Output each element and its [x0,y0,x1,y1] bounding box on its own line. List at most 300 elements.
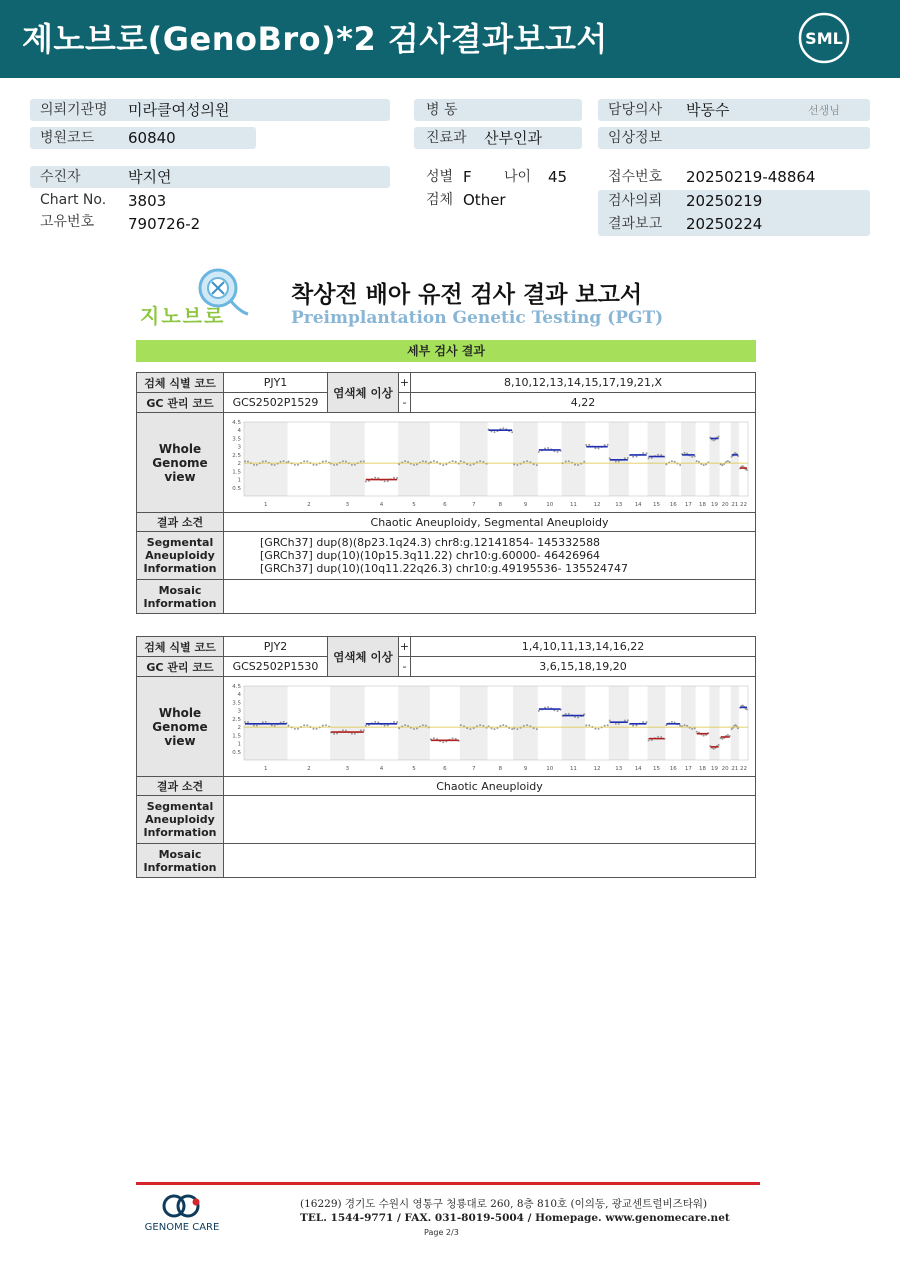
copy-number-point [648,739,650,741]
page-number: Page 2/3 [424,1228,459,1237]
copy-number-point [636,724,638,726]
copy-number-point [691,728,693,730]
copy-number-point [256,724,258,726]
copy-number-point [604,724,606,726]
x-tick-label: 13 [615,765,623,772]
copy-number-point [360,729,362,731]
copy-number-point [718,743,720,745]
copy-number-point [618,460,620,462]
copy-number-point [422,460,424,462]
copy-number-point [262,460,264,462]
specimen-code-value: PJY2 [224,637,328,657]
copy-number-point [294,463,296,465]
copy-number-point [493,728,495,730]
footer-divider [136,1182,760,1185]
y-tick-label: 1.5 [232,732,241,739]
pgt-title-korean: 착상전 배아 유전 검사 결과 보고서 [291,282,643,308]
copy-number-point [607,443,609,445]
copy-number-point [436,461,438,463]
copy-number-point [387,724,389,726]
table-row [137,677,756,777]
whole-genome-chart-1 [226,416,754,510]
whole-genome-chart-2 [226,680,754,774]
copy-number-point [671,720,673,722]
copy-number-point [313,727,315,729]
chromosome-band [398,686,430,760]
copy-number-point [460,460,462,462]
copy-number-point [725,461,727,463]
y-tick-label: 4.5 [232,419,241,426]
copy-number-point [479,724,481,726]
copy-number-point [265,460,267,462]
copy-number-point [416,727,418,729]
copy-number-point [703,464,705,466]
copy-number-point [404,460,406,462]
copy-number-point [585,724,587,726]
copy-number-point [523,724,525,726]
copy-number-point [256,463,258,465]
copy-number-point [674,460,676,462]
copy-number-point [322,724,324,726]
chromosome-band [681,422,696,496]
chromosome-band [562,686,586,760]
chromosome-band [731,686,739,760]
chromosome-band [648,422,666,496]
segmental-line: [GRCh37] dup(10)(10p15.3q11.22) chr10:g.60000- 46426964 [260,549,601,562]
copy-number-point [642,721,644,723]
patient-name-value: 박지연 [128,168,172,186]
section-title-bar: 세부 검사 결과 [136,340,756,362]
table-row [137,513,756,532]
chromosome-band [330,422,365,496]
result-header: 결과 소견 [137,513,224,532]
x-tick-label: 12 [593,501,601,508]
copy-number-point [416,463,418,465]
patient-name-pill [30,166,390,188]
chromosome-band [460,686,488,760]
y-tick-label: 1.5 [232,468,241,475]
copy-number-point [333,732,335,734]
copy-number-point [274,724,276,726]
copy-number-point [384,480,386,482]
copy-number-point [585,443,587,445]
copy-number-point [624,719,626,721]
copy-number-point [294,727,296,729]
copy-number-point [598,447,600,449]
footer-contact-line: TEL. 1544-9771 / FAX. 031-8019-5004 / Homepage. www.genomecare.net [300,1212,730,1224]
copy-number-point [577,716,579,718]
copy-number-point [696,730,698,732]
copy-number-point [244,460,246,462]
copy-number-point [469,464,471,466]
footer-address-line: (16229) 경기도 수원시 영통구 청룡대로 260, 8층 810호 (이의동, 광교센트럴비즈타워) [300,1198,708,1210]
x-tick-label: 12 [593,765,601,772]
dept-label: 진료과 [426,130,467,146]
copy-number-point [253,463,255,465]
chromosome-band [330,686,365,760]
copy-number-point [303,460,305,462]
segmental-header: Segmental Aneuploidy Information [137,796,224,844]
loss-chromosomes: 3,6,15,18,19,20 [411,657,756,677]
copy-number-point [565,460,567,462]
copy-number-point [705,463,707,465]
y-tick-label: 2.5 [232,452,241,459]
plot-frame [244,422,748,496]
dept-value: 산부인과 [484,129,542,147]
copy-number-point [452,737,454,739]
copy-number-point [442,464,444,466]
chart-no-label: Chart No. [40,192,107,208]
copy-number-point [288,724,290,726]
sex-label: 성별 [426,169,454,185]
copy-number-point [516,728,518,730]
copy-number-point [526,460,528,462]
chromosome-band [513,422,538,496]
gain-sign: + [399,637,411,657]
specimen-label: 검체 [426,192,454,208]
x-tick-label: 1 [264,501,268,508]
copy-number-point [313,463,315,465]
copy-number-point [636,455,638,457]
copy-number-point [679,724,681,726]
table-row [137,637,756,657]
y-tick-label: 3 [237,444,241,451]
copy-number-point [627,457,629,459]
copy-number-point [536,728,538,730]
copy-number-point [413,728,415,730]
copy-number-point [244,721,246,723]
loss-chromosomes: 4,22 [411,393,756,413]
x-tick-label: 7 [471,501,476,508]
copy-number-point [574,463,576,465]
copy-number-point [482,724,484,726]
copy-number-point [398,463,400,465]
x-tick-label: 18 [699,501,706,508]
x-tick-label: 20 [721,765,729,772]
copy-number-point [502,427,504,429]
copy-number-point [594,447,596,449]
copy-number-point [657,735,659,737]
copy-number-point [679,463,681,465]
copy-number-point [632,724,634,726]
ward-label: 병 동 [426,102,458,118]
copy-number-point [583,460,585,462]
copy-number-point [365,480,367,482]
copy-number-point [345,729,347,731]
x-tick-label: 9 [523,765,528,772]
y-tick-label: 3 [237,708,241,715]
copy-number-point [479,460,481,462]
copy-number-point [618,722,620,724]
copy-number-point [398,727,400,729]
x-tick-label: 1 [264,765,268,772]
x-tick-label: 11 [569,501,577,508]
copy-number-point [721,737,723,739]
result-header: 결과 소견 [137,777,224,796]
copy-number-point [536,464,538,466]
copy-number-point [363,460,365,462]
copy-number-point [469,728,471,730]
sample-table-2 [136,636,756,878]
copy-number-point [526,724,528,726]
mosaic-header: Mosaic Information [137,580,224,614]
table-row [137,532,756,580]
x-tick-label: 4 [379,765,384,772]
x-tick-label: 13 [615,501,623,508]
y-tick-label: 1 [237,741,241,748]
copy-number-point [694,727,696,729]
table-row [137,580,756,614]
x-tick-label: 19 [710,501,718,508]
chromosome-band [460,422,488,496]
copy-number-point [538,709,540,711]
chromosome-band [398,422,430,496]
copy-number-point [460,724,462,726]
institution-value: 미라클여성의원 [128,101,230,119]
copy-number-point [322,460,324,462]
chromosome-band [648,686,666,760]
copy-number-point [547,706,549,708]
x-tick-label: 14 [634,765,642,772]
copy-number-point [325,460,327,462]
y-tick-label: 3.5 [232,699,241,706]
copy-number-point [646,452,648,454]
copy-number-point [660,736,662,738]
copy-number-point [516,464,518,466]
copy-number-point [396,476,398,478]
copy-number-point [316,727,318,729]
pgt-title-english: Preimplantation Genetic Testing (PGT) [291,308,664,328]
patient-name-label: 수진자 [40,169,81,185]
copy-number-point [607,724,609,726]
copy-number-point [609,719,611,721]
chromosome-band [609,422,629,496]
x-tick-label: 7 [471,765,476,772]
copy-number-point [342,729,344,731]
copy-number-point [345,460,347,462]
copy-number-point [686,724,688,726]
x-tick-label: 11 [569,765,577,772]
copy-number-point [265,721,267,723]
chrom-abn-header: 염색체 이상 [328,637,399,677]
doctor-value: 박동수 [686,101,730,119]
x-tick-label: 17 [684,501,692,508]
copy-number-point [703,734,705,736]
copy-number-point [473,727,475,729]
chromosome-band [709,422,719,496]
x-tick-label: 5 [412,501,416,508]
copy-number-point [336,463,338,465]
copy-number-point [445,463,447,465]
copy-number-point [513,727,515,729]
report-date-value: 20250224 [686,215,763,233]
y-tick-label: 4.5 [232,683,241,690]
copy-number-point [648,457,650,459]
copy-number-point [684,724,686,726]
copy-number-point [727,734,729,736]
copy-number-point [407,460,409,462]
copy-number-point [442,741,444,743]
copy-number-point [354,732,356,734]
gc-code-header: GC 관리 코드 [137,657,224,677]
receipt-label: 접수번호 [608,169,663,185]
pgt-heading [136,262,756,334]
sex-value: F [463,168,472,186]
copy-number-point [360,460,362,462]
copy-number-point [557,709,559,711]
copy-number-point [646,721,648,723]
x-tick-label: 21 [731,501,739,508]
copy-number-point [698,461,700,463]
doctor-label: 담당의사 [608,102,663,118]
mosaic-info [224,844,756,878]
x-tick-label: 2 [307,765,311,772]
specimen-value: Other [463,191,506,209]
result-value: Chaotic Aneuploidy [224,777,756,796]
copy-number-point [615,460,617,462]
y-tick-label: 2 [237,724,241,731]
footer-address [300,1197,730,1225]
y-tick-label: 1 [237,477,241,484]
table-row [137,657,756,677]
plot-frame [244,686,748,760]
copy-number-point [565,713,567,715]
copy-number-point [351,463,353,465]
copy-number-point [499,725,501,727]
copy-number-point [280,460,282,462]
copy-number-point [393,476,395,478]
copy-number-point [271,463,273,465]
copy-number-point [384,724,386,726]
copy-number-point [513,463,515,465]
copy-number-point [404,724,406,726]
chromosome-band [513,686,538,760]
copy-number-point [351,732,353,734]
copy-number-point [727,460,729,462]
copy-number-point [746,708,748,710]
sample-table-1 [136,372,756,614]
copy-number-point [333,463,335,465]
copy-number-point [325,724,327,726]
table-row [137,393,756,413]
x-tick-label: 22 [740,765,748,772]
copy-number-point [511,431,513,433]
age-label: 나이 [504,169,532,185]
loss-sign: - [399,393,411,413]
age-value: 45 [548,168,568,186]
copy-number-point [354,463,356,465]
segmental-line: [GRCh37] dup(8)(8p23.1q24.3) chr8:g.12141854- 145332588 [260,536,601,549]
x-tick-label: 15 [652,501,660,508]
copy-number-point [642,452,644,454]
gc-code-value: GCS2502P1530 [224,657,328,677]
copy-number-point [533,727,535,729]
x-tick-label: 15 [652,765,660,772]
copy-number-point [588,724,590,726]
y-tick-label: 0.5 [232,749,241,756]
copy-number-point [283,460,285,462]
x-tick-label: 8 [498,765,503,772]
chromosome-band [731,422,739,496]
x-tick-label: 9 [523,501,528,508]
copy-number-point [684,451,686,453]
table-row [137,844,756,878]
chrom-abn-header: 염색체 이상 [328,373,399,413]
copy-number-point [342,460,344,462]
copy-number-point [374,720,376,722]
result-value: Chaotic Aneuploidy, Segmental Aneuploidy [224,513,756,532]
x-tick-label: 10 [546,501,554,508]
segmental-header: Segmental Aneuploidy Information [137,532,224,580]
x-tick-label: 6 [443,501,447,508]
copy-number-point [746,468,748,470]
report-title: 제노브로(GenoBro)*2 검사결과보고서 [22,20,608,58]
copy-number-point [247,721,249,723]
copy-number-point [588,443,590,445]
copy-number-point [413,464,415,466]
copy-number-point [721,464,723,466]
copy-number-point [306,460,308,462]
x-tick-label: 22 [740,501,748,508]
mosaic-info [224,580,756,614]
x-tick-label: 6 [443,765,447,772]
chromosome-band [562,422,586,496]
copy-number-point [473,463,475,465]
copy-number-point [691,455,693,457]
report-date-label: 결과보고 [608,216,663,232]
hospital-code-value: 60840 [128,129,176,147]
segmental-info [224,532,756,580]
copy-number-point [627,719,629,721]
copy-number-point [288,460,290,462]
copy-number-point [433,737,435,739]
y-tick-label: 2.5 [232,716,241,723]
x-tick-label: 14 [634,501,642,508]
copy-number-point [393,721,395,723]
request-label: 검사의뢰 [608,193,663,209]
copy-number-point [660,453,662,455]
table-row [137,373,756,393]
x-tick-label: 10 [546,765,554,772]
copy-number-point [737,727,739,729]
copy-number-point [511,728,513,730]
copy-number-point [422,724,424,726]
y-tick-label: 4 [237,427,241,434]
copy-number-point [407,724,409,726]
copy-number-point [262,721,264,723]
chromosome-band [244,422,288,496]
table-row [137,413,756,513]
copy-number-point [316,463,318,465]
copy-number-point [594,727,596,729]
x-tick-label: 19 [710,765,718,772]
x-tick-label: 2 [307,501,311,508]
copy-number-point [696,460,698,462]
whole-genome-header: Whole Genome view [137,413,224,513]
copy-number-point [598,727,600,729]
specimen-code-header: 검체 식별 코드 [137,637,224,657]
genobro-brand-text: 지노브로 [140,304,226,328]
x-tick-label: 5 [412,765,416,772]
x-tick-label: 18 [699,765,706,772]
copy-number-point [577,464,579,466]
copy-number-point [624,457,626,459]
mosaic-header: Mosaic Information [137,844,224,878]
chart-no-value: 3803 [128,192,167,210]
copy-number-point [493,431,495,433]
gain-chromosomes: 8,10,12,13,14,15,17,19,21,X [411,373,756,393]
copy-number-point [247,460,249,462]
